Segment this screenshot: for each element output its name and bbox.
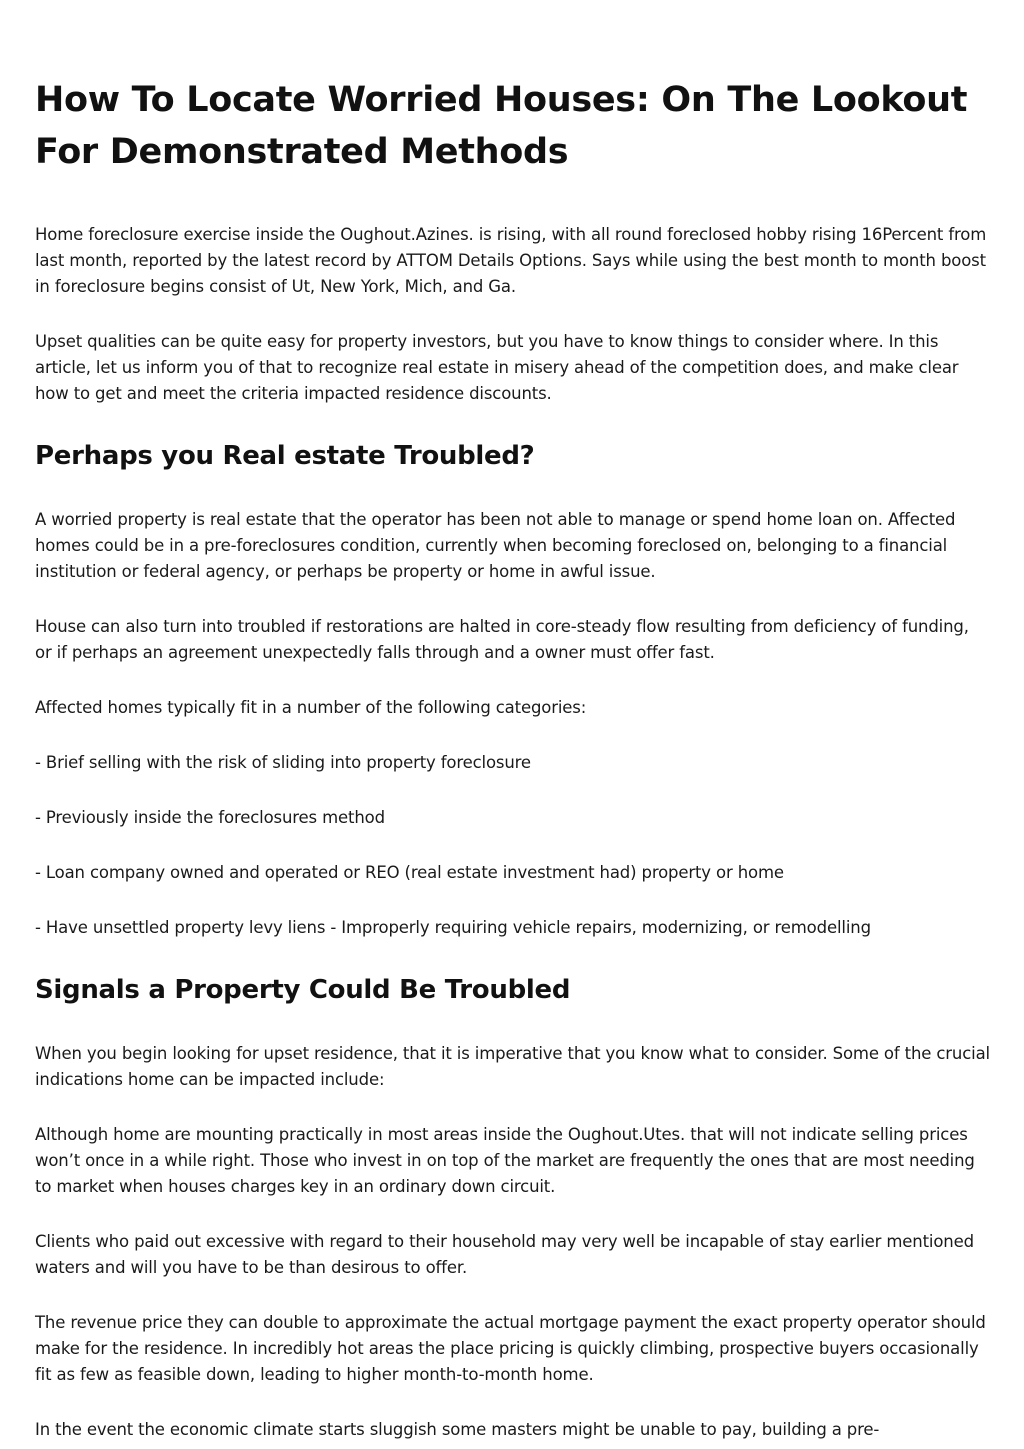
- section1-paragraph-1: A worried property is real estate that the operator has been not able to manage or spend home loan on. Affected homes could be in a pre-foreclosures condition, currently when becoming foreclosed on, belonging to a financial institution or federal agency, or perhaps be property or home in awful issue.: [35, 510, 956, 581]
- section1-paragraph-2: House can also turn into troubled if restorations are halted in core-steady flow resulting from deficiency of funding, or if perhaps an agreement unexpectedly falls through and a owner must offer fast.: [35, 617, 969, 662]
- section2-paragraph-2: Although home are mounting practically in most areas inside the Oughout.Utes. that will not indicate selling prices won’t once in a while right. Those who invest in on top of the market are frequently the ones that are most needing to market when houses charges key in an ordinary down circuit.: [35, 1125, 975, 1196]
- list-item-foreclosure: - Previously inside the foreclosures method: [35, 808, 385, 827]
- section1-paragraph-3: Affected homes typically fit in a number of the following categories:: [35, 698, 587, 717]
- section2-paragraph-1: When you begin looking for upset residence, that it is imperative that you know what to consider. Some of the crucial indications home can be impacted include:: [35, 1044, 990, 1089]
- section-heading-signals: Signals a Property Could Be Troubled: [35, 975, 571, 1005]
- intro-paragraph-1: Home foreclosure exercise inside the Oughout.Azines. is rising, with all round foreclosed hobby rising 16Percent from last month, reported by the latest record by ATTOM Details Options. Says while using the best month to month boost in foreclosure begins consist of Ut, New York, Mich, and Ga.: [35, 225, 987, 296]
- list-item-reo: - Loan company owned and operated or REO (real estate investment had) property or home: [35, 863, 784, 882]
- section-heading-troubled-real-estate: Perhaps you Real estate Troubled?: [35, 441, 535, 471]
- list-item-tax-liens: - Have unsettled property levy liens - Improperly requiring vehicle repairs, modernizing, or remodelling: [35, 918, 871, 937]
- page-title: How To Locate Worried Houses: On The Lookout For Demonstrated Methods: [35, 80, 968, 172]
- intro-paragraph-2: Upset qualities can be quite easy for property investors, but you have to know things to consider where. In this article, let us inform you of that to recognize real estate in misery ahead of the competition does, and make clear how to get and meet the criteria impacted residence discounts.: [35, 332, 959, 403]
- list-item-short-sale: - Brief selling with the risk of sliding into property foreclosure: [35, 753, 531, 772]
- section2-paragraph-3: Clients who paid out excessive with regard to their household may very well be incapable of stay earlier mentioned waters and will you have to be than desirous to offer.: [35, 1232, 974, 1277]
- section2-paragraph-4: The revenue price they can double to approximate the actual mortgage payment the exact property operator should make for the residence. In incredibly hot areas the place pricing is quickly climbing, prospective buyers occasionally fit as few as feasible down, leading to higher month-to-month home.: [35, 1313, 986, 1384]
- section2-paragraph-5: In the event the economic climate starts sluggish some masters might be unable to pay, building a pre-: [35, 1420, 880, 1439]
